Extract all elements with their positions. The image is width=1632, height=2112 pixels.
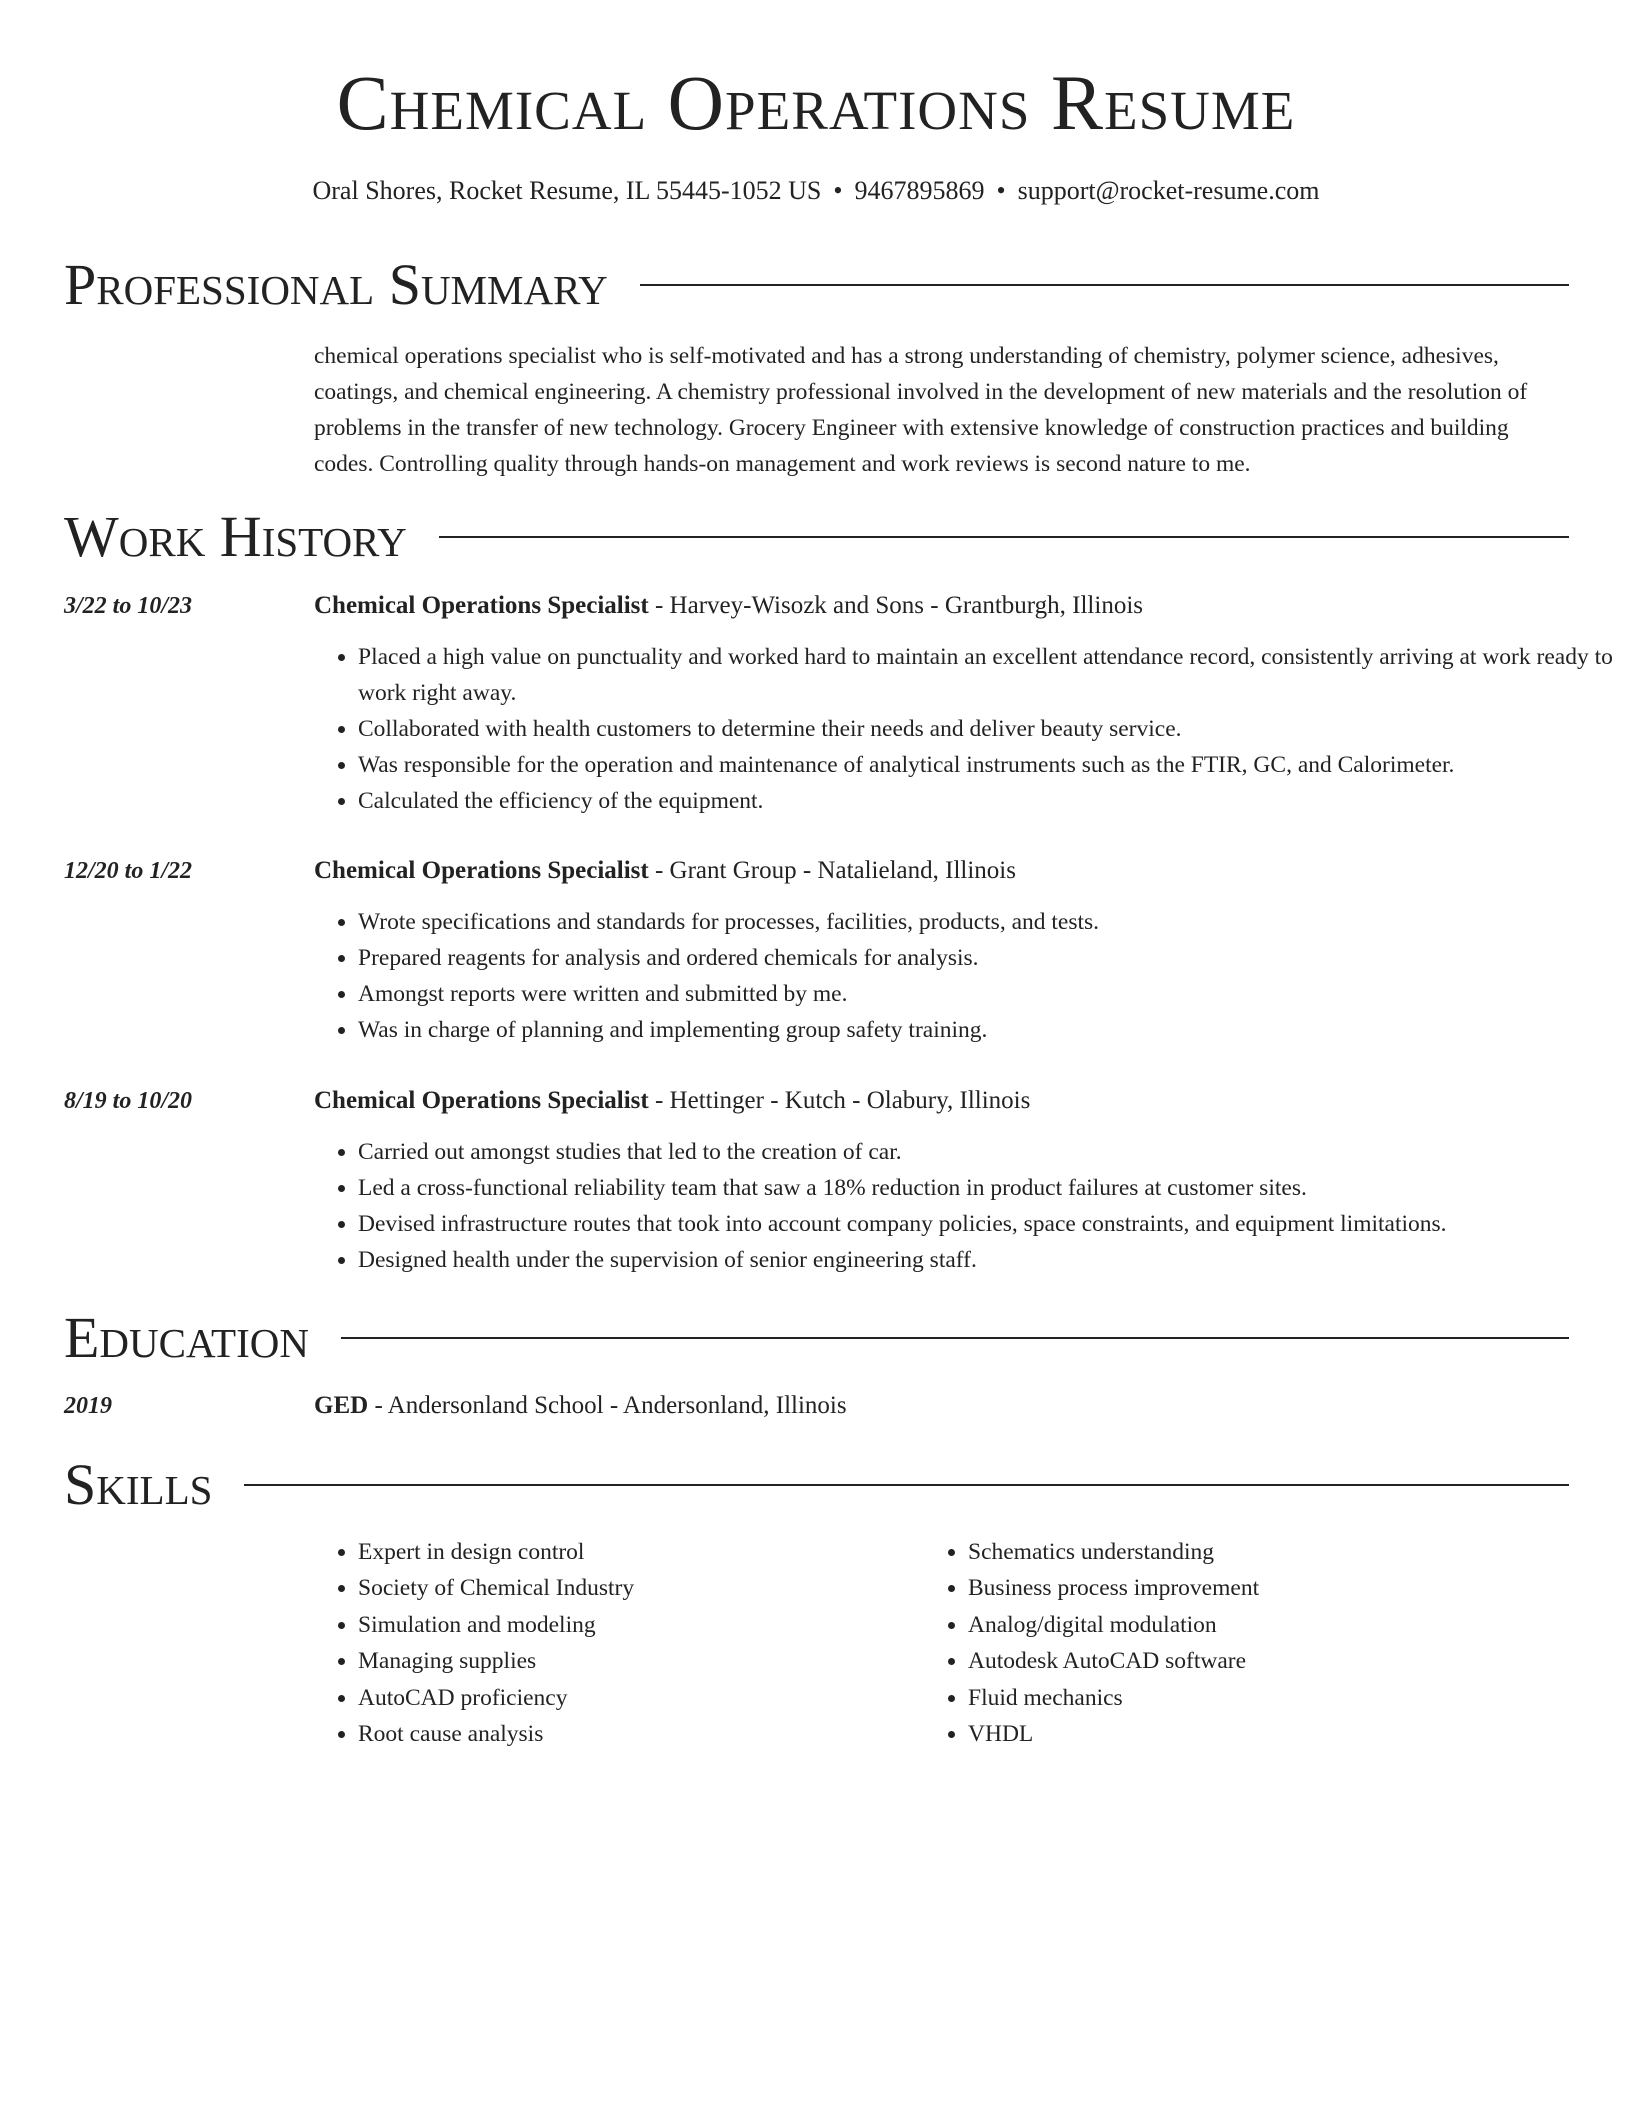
address: Oral Shores, Rocket Resume, IL 55445-1052 US [312, 176, 822, 205]
list-item: • Was in charge of planning and implementing group safety training. [358, 1012, 1613, 1048]
section-title: Skills [64, 1452, 213, 1517]
degree: GED [314, 1392, 369, 1419]
section-title: Professional Summary [64, 252, 608, 317]
email: support@rocket-resume.com [1017, 176, 1320, 205]
list-item: • Collaborated with health customers to determine their needs and deliver beauty service. [358, 711, 1613, 747]
education-details: - Andersonland School - Andersonland, Illinois [368, 1392, 847, 1419]
list-item: • Designed health under the supervision of senior engineering staff. [358, 1242, 1613, 1278]
skill-item: • Business process improvement [968, 1570, 1568, 1606]
list-item: • Prepared reagents for analysis and ordered chemicals for analysis. [358, 940, 1613, 976]
list-item: • Devised infrastructure routes that took into account company policies, space constraints, and equipment limitations. [358, 1206, 1613, 1242]
skills-list-left [314, 1534, 958, 1752]
job-title: Chemical Operations Specialist [314, 857, 649, 884]
skill-item: • Analog/digital modulation [968, 1607, 1568, 1643]
section-header-education [64, 1306, 1569, 1370]
skill-item: • VHDL [968, 1716, 1568, 1752]
separator: • [833, 176, 843, 205]
skill-item: • Autodesk AutoCAD software [968, 1643, 1568, 1679]
phone: 9467895869 [854, 176, 985, 205]
job-details: - Hettinger - Kutch - Olabury, Illinois [648, 1087, 1031, 1114]
job-details: - Harvey-Wisozk and Sons - Grantburgh, Illinois [648, 592, 1143, 619]
job-bullets [314, 1134, 1613, 1278]
education-heading [314, 1389, 1569, 1423]
education-year: 2019 [64, 1393, 112, 1419]
job-bullets [314, 904, 1613, 1048]
section-divider [439, 536, 1569, 538]
section-header-skills [64, 1453, 1569, 1517]
job-bullets [314, 639, 1613, 819]
separator: • [996, 176, 1006, 205]
job-title: Chemical Operations Specialist [314, 1087, 649, 1114]
skill-item: • Society of Chemical Industry [358, 1570, 958, 1606]
job-details: - Grant Group - Natalieland, Illinois [648, 857, 1016, 884]
list-item: • Placed a high value on punctuality and worked hard to maintain an excellent attendance record, consistently arriving at work ready to work right away. [358, 639, 1613, 711]
resume-title: Chemical Operations Resume [336, 59, 1296, 146]
section-divider [640, 284, 1569, 286]
list-item: • Was responsible for the operation and maintenance of analytical instruments such as the FTIR, GC, and Calorimeter. [358, 747, 1613, 783]
list-item: • Amongst reports were written and submitted by me. [358, 976, 1613, 1012]
skills-list-right [924, 1534, 1568, 1752]
skill-item: • Simulation and modeling [358, 1607, 958, 1643]
section-title: Work History [64, 504, 407, 569]
job-heading [314, 1084, 1569, 1118]
skill-item: • AutoCAD proficiency [358, 1680, 958, 1716]
job-heading [314, 589, 1569, 623]
skill-item: • Fluid mechanics [968, 1680, 1568, 1716]
section-title: Education [64, 1305, 309, 1370]
section-divider [244, 1484, 1569, 1486]
summary-text: chemical operations specialist who is self-motivated and has a strong understanding of chemistry, polymer science, adhesives, coatings, and chemical engineering. A chemistry professional involved in the development of new materials and the resolution of problems in the transfer of new technology. Grocery Engineer with extensive knowledge of construction practices and building codes. Controlling quality through hands-on management and work reviews is second nature to me. [314, 343, 1528, 477]
job-title: Chemical Operations Specialist [314, 592, 649, 619]
section-header-summary [64, 253, 1569, 317]
skill-item: • Managing supplies [358, 1643, 958, 1679]
job-dates: 8/19 to 10/20 [64, 1088, 193, 1114]
list-item: • Wrote specifications and standards for processes, facilities, products, and tests. [358, 904, 1613, 940]
list-item: • Led a cross-functional reliability team that saw a 18% reduction in product failures at customer sites. [358, 1170, 1613, 1206]
skill-item: • Schematics understanding [968, 1534, 1568, 1570]
skill-item: • Root cause analysis [358, 1716, 958, 1752]
section-header-work-history [64, 505, 1569, 569]
contact-line [0, 174, 1632, 208]
list-item: • Calculated the efficiency of the equipment. [358, 783, 1613, 819]
list-item: • Carried out amongst studies that led to the creation of car. [358, 1134, 1613, 1170]
skill-item: • Expert in design control [358, 1534, 958, 1570]
job-dates: 3/22 to 10/23 [64, 593, 193, 619]
job-heading [314, 854, 1569, 888]
job-dates: 12/20 to 1/22 [64, 858, 193, 884]
section-divider [341, 1337, 1569, 1339]
